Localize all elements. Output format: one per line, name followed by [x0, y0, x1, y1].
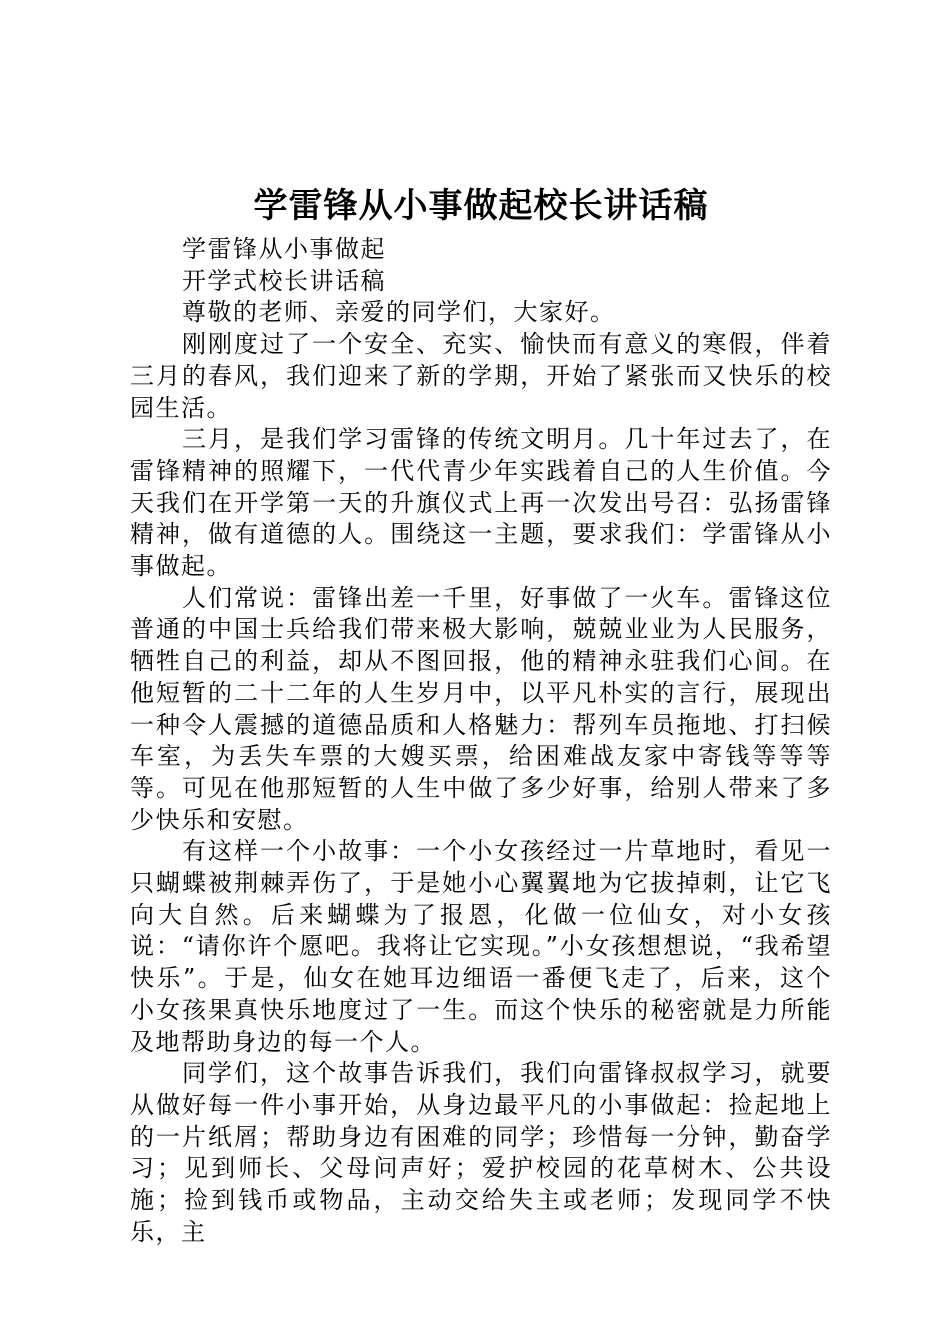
document-body [130, 234, 832, 1249]
subtitle-line: 学雷锋从小事做起 [182, 235, 386, 263]
body-paragraph: 同学们，这个故事告诉我们，我们向雷锋叔叔学习，就要从做好每一件小事开始，从身边最平凡的小事做起：捡起地上的一片纸屑；帮助身边有困难的同学；珍惜每一分钟，勤奋学习；见到师长、父母问声好；爱护校园的花草树木、公共设施；捡到钱币或物品，主动交给失主或老师；发现同学不快乐，主 [130, 1059, 832, 1246]
body-paragraph: 有这样一个小故事：一个小女孩经过一片草地时，看见一只蝴蝶被荆棘弄伤了，于是她小心翼翼地为它拔掉刺，让它飞向大自然。后来蝴蝶为了报恩，化做一位仙女，对小女孩说：“请你许个愿吧。我将让它实现。”小女孩想想说，“我希望快乐”。于是，仙女在她耳边细语一番便飞走了，后来，这个小女孩果真快乐地度过了一生。而这个快乐的秘密就是力所能及地帮助身边的每一个人。 [130, 837, 832, 1056]
document-page [130, 178, 832, 1249]
greeting-paragraph: 尊敬的老师、亲爱的同学们，大家好。 [182, 298, 616, 327]
body-paragraph: 刚刚度过了一个安全、充实、愉快而有意义的寒假，伴着三月的春风，我们迎来了新的学期，开始了紧张而又快乐的校园生活。 [130, 330, 832, 422]
subtitle-line: 开学式校长讲话稿 [182, 266, 386, 295]
body-paragraph: 三月，是我们学习雷锋的传统文明月。几十年过去了，在雷锋精神的照耀下，一代代青少年实践着自己的人生价值。今天我们在开学第一天的升旗仪式上再一次发出号召：弘扬雷锋精神，做有道德的人。围绕这一主题，要求我们：学雷锋从小事做起。 [130, 425, 832, 581]
body-paragraph: 人们常说：雷锋出差一千里，好事做了一火车。雷锋这位普通的中国士兵给我们带来极大影响，兢兢业业为人民服务，牺牲自己的利益，却从不图回报，他的精神永驻我们心间。在他短暂的二十二年的人生岁月中，以平凡朴实的言行，展现出一种令人震撼的道德品质和人格魅力：帮列车员拖地、打扫候车室，为丢失车票的大嫂买票，给困难战友家中寄钱等等等等。可见在他那短暂的人生中做了多少好事，给别人带来了多少快乐和安慰。 [130, 583, 832, 834]
document-title: 学雷锋从小事做起校长讲话稿 [253, 186, 709, 226]
